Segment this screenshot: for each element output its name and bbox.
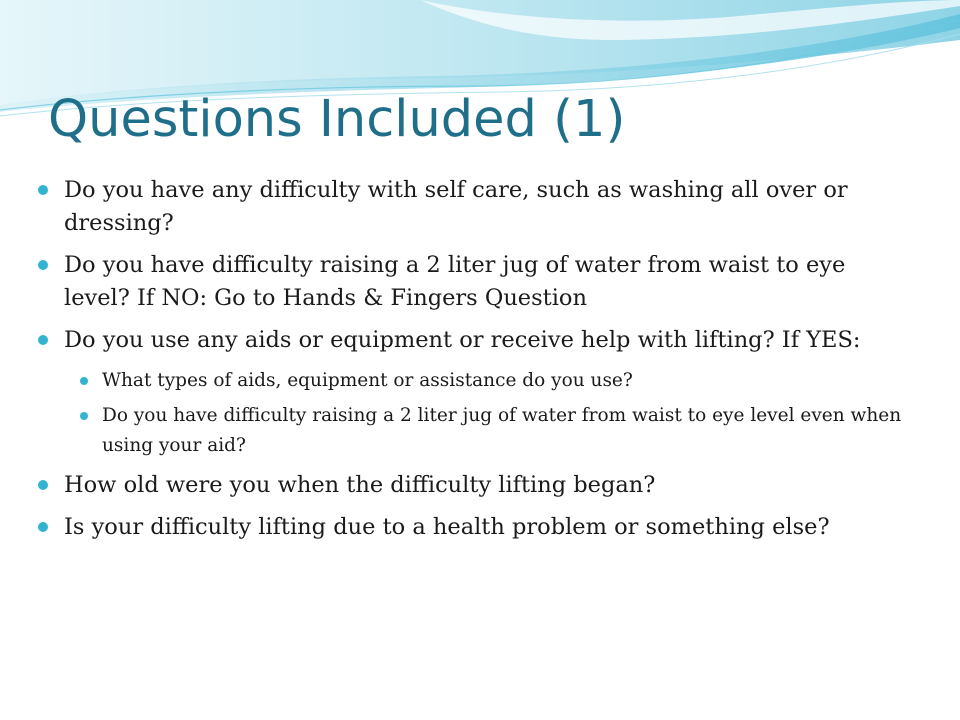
bullet-dot-icon [38,522,48,532]
bullet-item [36,324,916,357]
bullet-dot-icon [38,185,48,195]
bullet-text: Do you use any aids or equipment or receive help with lifting? If YES: [64,327,861,353]
bullet-item [36,174,916,240]
bullet-item [36,511,916,544]
bullet-list [36,174,916,553]
slide-title: Questions Included (1) [48,90,626,149]
sub-bullet-dot-icon [80,412,88,420]
bullet-dot-icon [38,335,48,345]
bullet-text: Do you have any difficulty with self care, such as washing all over or dressing? [64,177,848,236]
bullet-dot-icon [38,480,48,490]
sub-bullet-item [36,366,916,396]
bullet-text: Do you have difficulty raising a 2 liter jug of water from waist to eye level? If NO: Go to Hands & Fingers Question [64,252,846,311]
bullet-item [36,469,916,502]
sub-bullet-item [36,401,916,461]
bullet-dot-icon [38,260,48,270]
sub-bullet-text: Do you have difficulty raising a 2 liter jug of water from waist to eye level even when using your aid? [102,405,902,456]
sub-bullet-text: What types of aids, equipment or assistance do you use? [102,370,633,391]
sub-bullet-dot-icon [80,377,88,385]
bullet-text: Is your difficulty lifting due to a health problem or something else? [64,514,830,540]
bullet-text: How old were you when the difficulty lifting began? [64,472,656,498]
bullet-item [36,249,916,315]
